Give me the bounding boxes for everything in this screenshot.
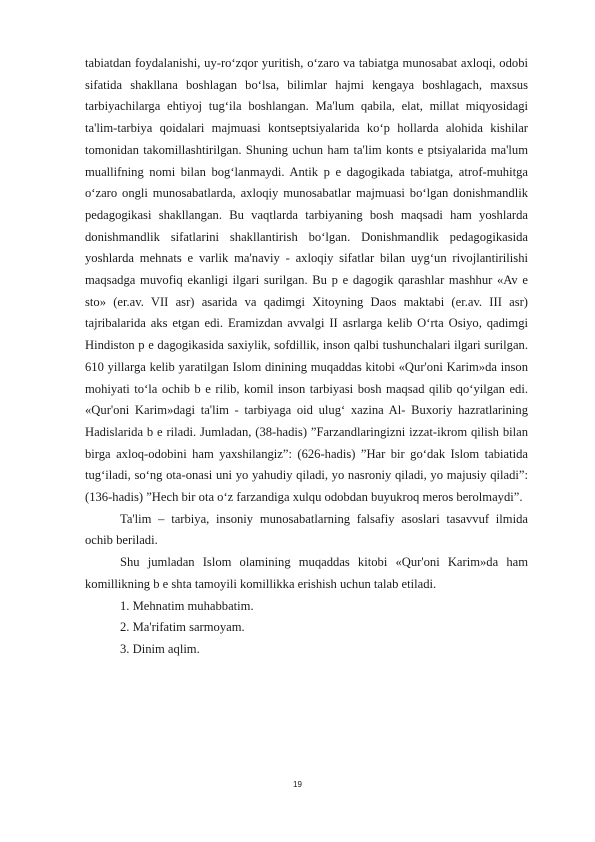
page-number: 19: [293, 780, 302, 789]
list-item: 1. Mehnatim muhabbatim.: [120, 598, 254, 613]
paragraph-tasavvuf: Ta'lim – tarbiya, insoniy munosabatlarning falsafiy asoslari tasavvuf ilmida ochib beriladi.: [85, 511, 528, 548]
paragraph-continued: tabiatdan foydalanishi, uy-ro‘zqor yuritish, o‘zaro va tabiatga munosabat axloqi, odobi sifatida shakllana boshlagan bo‘lsa, bilimlar hajmi kengaya boshlagach, maxsus tarbiyachilarga ehtiyoj tug‘ila boshlangan. Ma'lum qabila, elat, millat miqyosidagi ta'lim-tarbiya qoidalari majmuasi kontseptsiyalarida ko‘p hollarda alohida kishilar tomonidan takomillashtirilgan. Shuning uchun ham ta'lim konts e ptsiyalarida ma'lum muallifning nomi bilan bog‘lanmaydi. Antik p e dagogikada tabiatga, atrof-muhitga o‘zaro ongli munosabatlarda, axloqiy munosabatlar majmuasi bo‘lgan donishmandlik pedagogikasi shakllangan. Bu vaqtlarda tarbiyaning bosh maqsadi ham yoshlarda donishmandlik sifatlarini shakllantirish bo‘lgan. Donishmandlik pedagogikasida yoshlarda mehnats e varlik ma'naviy - axloqiy sifatlar bilan uyg‘un rivojlantirilishi maqsadga muvofiq ekanligi ilgari surilgan. Bu p e dagogik qarashlar mashhur «Av e sto» (er.av. VII asr) asarida va qadimgi Xitoyning Daos maktabi (er.av. III asr) tajribalarida aks etgan edi. Eramizdan avvalgi II asrlarga kelib O‘rta Osiyo, qadimgi Hindiston p e dagogikasida saxiylik, sofdillik, inson qalbi tushunchalari ilgari surilgan. 610 yillarga kelib yaratilgan Islom dinining muqaddas kitobi «Qur'oni Karim»da inson mohiyati to‘la ochib b e rilib, komil inson tarbiyasi bosh maqsad qilib qo‘yilgan edi. «Qur'oni Karim»dagi ta'lim - tarbiyaga oid ulug‘ xazina Al- Buxoriy hazratlarining Hadislarida b e riladi. Jumladan, (38-hadis) ”Farzandlaringizni izzat-ikrom qilish bilan birga axloq-odobini ham yaxshilangiz”: (626-hadis) ”Har bir go‘dak Islom tabiatida tug‘iladi, so‘ng ota-onasi uni yo yahudiy qiladi, yo nasroniy qiladi, yo majusiy qiladi”: (136-hadis) ”Hech bir ota o‘z farzandiga xulqu odobdan buyukroq meros berolmaydi”.: [85, 56, 528, 505]
paragraph-komillik: Shu jumladan Islom olamining muqaddas kitobi «Qur'oni Karim»da ham komillikning b e shta tamoyili komillikka erishish uchun talab etiladi.: [85, 555, 528, 591]
list-item: 2. Ma'rifatim sarmoyam.: [120, 620, 245, 635]
body-text: [85, 53, 528, 661]
list-item: 3. Dinim aqlim.: [120, 641, 200, 656]
